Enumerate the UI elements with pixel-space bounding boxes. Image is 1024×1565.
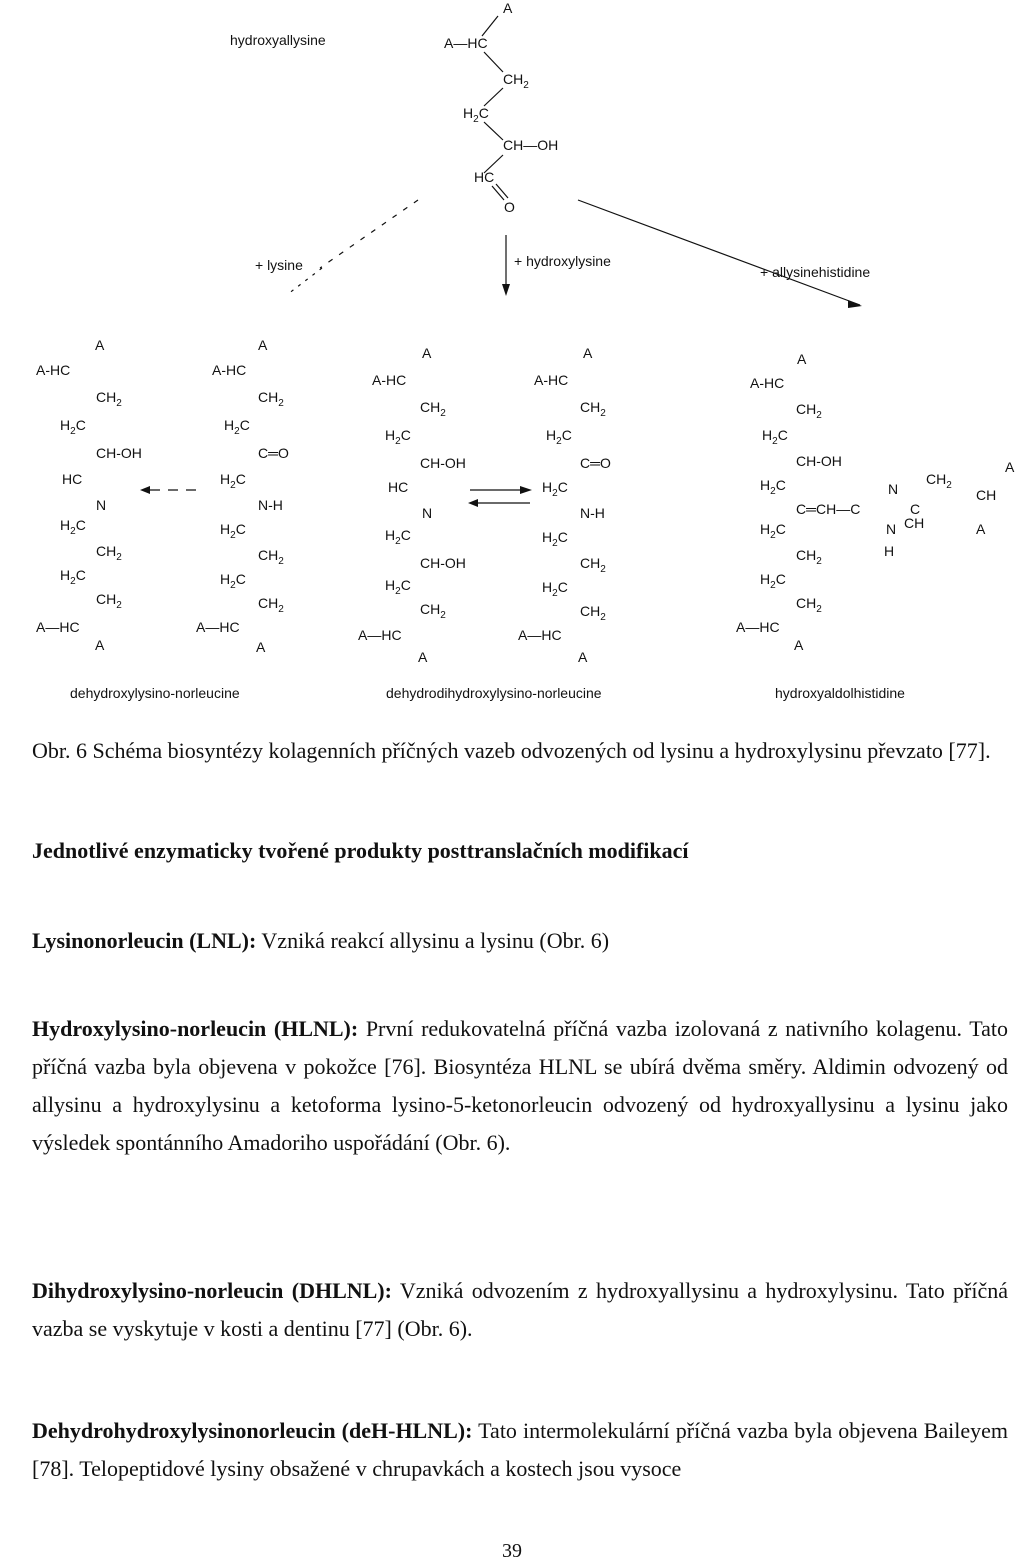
- svg-text:A: A: [976, 521, 986, 537]
- equilibrium-arrow-2: [468, 486, 532, 507]
- svg-text:CH2: $CH_2$: [580, 603, 606, 623]
- svg-text:CH2: $CH_2$: [796, 401, 822, 421]
- arrow-label-lysine: + lysine: [255, 257, 303, 273]
- svg-text:C═CH—C: C═CH—C: [796, 501, 861, 517]
- item-lnl: [32, 922, 1008, 960]
- svg-text:HC: HC: [388, 479, 409, 495]
- svg-text:HC: HC: [474, 169, 495, 185]
- svg-text:H2C: $H_2C$: [760, 477, 786, 497]
- svg-text:A—HC: A—HC: [358, 627, 402, 643]
- svg-text:CH2: $CH_2$: [503, 71, 529, 91]
- svg-text:N: N: [422, 505, 433, 521]
- svg-text:A: A: [797, 351, 807, 367]
- item-term: Lysinonorleucin (LNL):: [32, 928, 257, 953]
- structure-1b: [196, 337, 289, 655]
- arrow-label-hydroxylysine: + hydroxylysine: [514, 253, 611, 269]
- svg-text:CH2: $CH_2$: [420, 601, 446, 621]
- svg-text:H2C: $H_2C$: [546, 427, 572, 447]
- svg-text:H2C: $H_2C$: [542, 529, 568, 549]
- svg-text:H2C: $H_2C$: [463, 105, 489, 125]
- svg-text:C═O: C═O: [258, 445, 289, 461]
- reaction-arrows: [255, 200, 870, 308]
- svg-text:HC: HC: [62, 471, 83, 487]
- svg-text:CH: CH: [904, 515, 925, 531]
- svg-text:N: N: [886, 521, 897, 537]
- svg-text:CH—OH: CH—OH: [503, 137, 559, 153]
- svg-text:A: A: [418, 649, 428, 665]
- svg-text:A—HC: A—HC: [36, 619, 80, 635]
- svg-text:N-H: N-H: [258, 497, 283, 513]
- product-label-3: hydroxyaldolhistidine: [775, 685, 905, 701]
- item-text: Tato intermolekulární příčná vazba byla objevena Baileyem [78]. Telopeptidové lysiny obsažené v chrupavkách a kostech jsou vysoce: [32, 1418, 1009, 1481]
- svg-text:H2C: $H_2C$: [220, 471, 246, 491]
- svg-text:CH2: $CH_2$: [420, 399, 446, 419]
- svg-text:CH2: $CH_2$: [258, 389, 284, 409]
- svg-text:A: A: [95, 637, 105, 653]
- svg-text:A—HC: A—HC: [736, 619, 780, 635]
- structure-2a: [358, 345, 466, 665]
- svg-text:CH-OH: CH-OH: [796, 453, 842, 469]
- svg-text:N-H: N-H: [580, 505, 605, 521]
- arrow-label-allysinehistidine: + allysinehistidine: [760, 264, 871, 280]
- equilibrium-arrow-1: [140, 486, 200, 494]
- item-dehlnl: [32, 1412, 1008, 1488]
- svg-text:A-HC: A-HC: [212, 362, 247, 378]
- svg-text:A: A: [95, 337, 105, 353]
- svg-text:H2C: $H_2C$: [542, 479, 568, 499]
- svg-text:A: A: [578, 649, 588, 665]
- svg-text:A: A: [583, 345, 593, 361]
- svg-text:CH2: $CH_2$: [580, 399, 606, 419]
- svg-text:H2C: $H_2C$: [60, 567, 86, 587]
- structure-3: [736, 351, 1015, 653]
- svg-text:CH2: $CH_2$: [96, 543, 122, 563]
- svg-text:A: A: [503, 0, 513, 16]
- svg-text:H2C: $H_2C$: [60, 417, 86, 437]
- svg-text:CH2: $CH_2$: [796, 547, 822, 567]
- svg-text:CH2: $CH_2$: [96, 591, 122, 611]
- svg-text:CH-OH: CH-OH: [420, 455, 466, 471]
- svg-text:A-HC: A-HC: [750, 375, 785, 391]
- svg-text:N: N: [96, 497, 107, 513]
- svg-text:A-HC: A-HC: [372, 372, 407, 388]
- svg-text:CH-OH: CH-OH: [420, 555, 466, 571]
- figure-caption: Obr. 6 Schéma biosyntézy kolagenních příčných vazeb odvozených od lysinu a hydroxylysinu převzato [77].: [32, 738, 991, 763]
- svg-text:O: O: [504, 199, 515, 215]
- svg-text:H2C: $H_2C$: [385, 527, 411, 547]
- item-text: První redukovatelná příčná vazba izolovaná z nativního kolagenu. Tato příčná vazba byla objevena v pokožce [76]. Biosyntéza HLNL se ubírá dvěma směry. Aldimin odvozený od allysinu a hydroxylysinu a ketoforma lysino-5-ketonorleucin odvozený od hydroxyallysinu a lysinu jako výsledek spontánního Amadoriho uspořádání (Obr. 6).: [32, 1016, 1009, 1155]
- item-term: Hydroxylysino-norleucin (HLNL):: [32, 1016, 359, 1041]
- svg-text:A-HC: A-HC: [36, 362, 71, 378]
- svg-text:A: A: [256, 639, 266, 655]
- svg-text:CH2: $CH_2$: [926, 471, 952, 491]
- svg-text:N: N: [888, 481, 899, 497]
- svg-text:H2C: $H_2C$: [385, 577, 411, 597]
- product-label-2: dehydrodihydroxylysino-norleucine: [386, 685, 602, 701]
- svg-text:C: C: [910, 501, 921, 517]
- svg-text:H2C: $H_2C$: [220, 521, 246, 541]
- svg-text:H2C: $H_2C$: [224, 417, 250, 437]
- svg-text:H: H: [884, 543, 895, 559]
- svg-text:CH2: $CH_2$: [258, 595, 284, 615]
- svg-text:H2C: $H_2C$: [760, 571, 786, 591]
- svg-text:A: A: [258, 337, 268, 353]
- svg-text:H2C: $H_2C$: [760, 521, 786, 541]
- svg-text:A—HC: A—HC: [518, 627, 562, 643]
- svg-text:A: A: [1005, 459, 1015, 475]
- svg-text:A: A: [422, 345, 432, 361]
- hydroxyallysine-structure: [444, 0, 558, 215]
- page-number: 39: [502, 1540, 522, 1562]
- svg-text:A—HC: A—HC: [196, 619, 240, 635]
- item-dhlnl: [32, 1272, 1008, 1348]
- svg-text:A—HC: A—HC: [444, 35, 488, 51]
- svg-text:H2C: $H_2C$: [762, 427, 788, 447]
- structure-2b: [518, 345, 611, 665]
- precursor-label: hydroxyallysine: [230, 32, 326, 48]
- svg-text:CH2: $CH_2$: [580, 555, 606, 575]
- item-text: Vzniká reakcí allysinu a lysinu (Obr. 6): [261, 928, 610, 953]
- svg-text:CH2: $CH_2$: [258, 547, 284, 567]
- svg-text:C═O: C═O: [580, 455, 611, 471]
- svg-text:CH2: $CH_2$: [96, 389, 122, 409]
- svg-text:H2C: $H_2C$: [542, 579, 568, 599]
- svg-text:H2C: $H_2C$: [220, 571, 246, 591]
- structure-1a: [36, 337, 142, 653]
- svg-text:CH: CH: [976, 487, 997, 503]
- svg-text:CH2: $CH_2$: [796, 595, 822, 615]
- item-hlnl: [32, 1010, 1008, 1162]
- svg-text:A: A: [794, 637, 804, 653]
- svg-text:H2C: $H_2C$: [385, 427, 411, 447]
- section-heading: Jednotlivé enzymaticky tvořené produkty posttranslačních modifikací: [32, 838, 689, 863]
- item-term: Dehydrohydroxylysinonorleucin (deH-HLNL):: [32, 1418, 473, 1443]
- product-label-1: dehydroxylysino-norleucine: [70, 685, 240, 701]
- svg-text:A-HC: A-HC: [534, 372, 569, 388]
- item-term: Dihydroxylysino-norleucin (DHLNL):: [32, 1278, 392, 1303]
- svg-text:H2C: $H_2C$: [60, 517, 86, 537]
- svg-text:CH-OH: CH-OH: [96, 445, 142, 461]
- biosynthesis-scheme: [0, 0, 1024, 715]
- item-text: Vzniká odvozením z hydroxyallysinu a hydroxylysinu. Tato příčná vazba se vyskytuje v kosti a dentinu [77] (Obr. 6).: [32, 1278, 1009, 1341]
